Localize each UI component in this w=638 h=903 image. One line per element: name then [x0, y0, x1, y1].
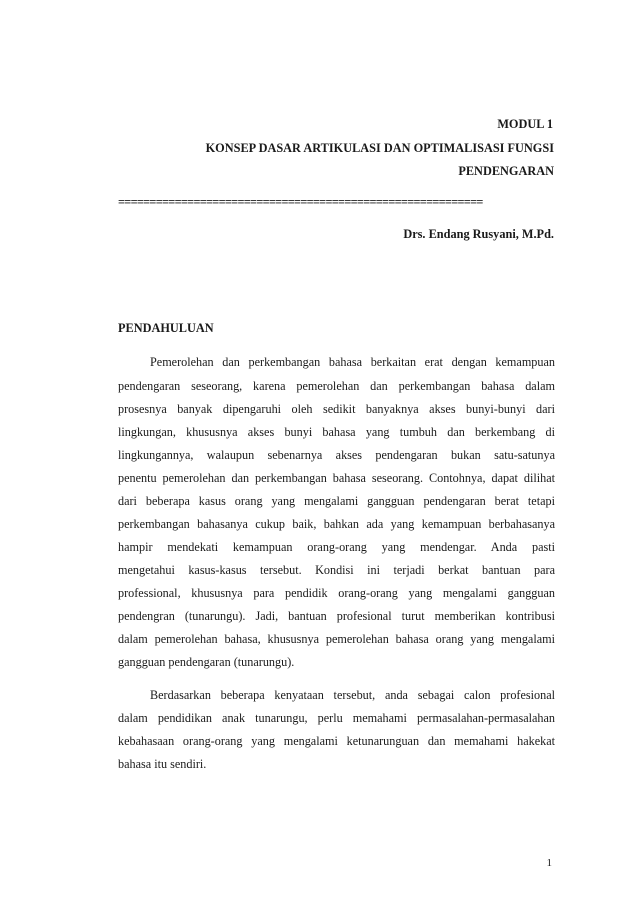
paragraph-line: professional, khususnya para pendidik orang-orang yang mengalami gangguan [118, 586, 555, 600]
paragraph-line: pendengran (tunarungu). Jadi, bantuan profesional turut memberikan kontribusi [118, 609, 555, 623]
module-title-line1: KONSEP DASAR ARTIKULASI DAN OPTIMALISASI FUNGSI [205, 141, 554, 155]
paragraph-line: bahasa itu sendiri. [118, 757, 207, 771]
paragraph-line: hampir mendekati kemampuan orang-orang yang mendengar. Anda pasti [118, 540, 555, 554]
paragraph-line: penentu pemerolehan dan perkembangan bahasa seseorang. Contohnya, dapat dilihat [118, 471, 555, 485]
paragraph-line: perkembangan bahasanya cukup baik, bahkan ada yang kemampuan berbahasanya [118, 517, 555, 531]
paragraph-line: gangguan pendengaran (tunarungu). [118, 655, 295, 669]
author-name: Drs. Endang Rusyani, M.Pd. [403, 227, 554, 241]
module-label: MODUL 1 [497, 117, 553, 131]
paragraph-line: dalam pendidikan anak tunarungu, perlu memahami permasalahan-permasalahan [118, 711, 555, 725]
paragraph-line: mengetahui kasus-kasus tersebut. Kondisi ini terjadi berkat bantuan para [118, 563, 555, 577]
paragraph-line: kebahasaan orang-orang yang mengalami ketunarunguan dan memahami hakekat [118, 734, 555, 748]
paragraph-line: pendengaran seseorang, karena pemerolehan dan perkembangan bahasa dalam [118, 379, 555, 393]
paragraph-line: lingkungannya, walaupun sebenarnya akses pendengaran bukan satu-satunya [118, 448, 555, 462]
page-number: 1 [546, 857, 552, 869]
paragraph-line: dari beberapa kasus orang yang mengalami gangguan pendengaran berat tetapi [118, 494, 555, 508]
paragraph-line: Berdasarkan beberapa kenyataan tersebut, anda sebagai calon profesional [150, 688, 555, 702]
paragraph-line: dalam pemerolehan bahasa, khususnya pemerolehan bahasa orang yang mengalami [118, 632, 555, 646]
paragraph-line: prosesnya banyak dipengaruhi oleh sedikit banyaknya akses bunyi-bunyi dari [118, 402, 555, 416]
section-heading: PENDAHULUAN [118, 321, 214, 335]
module-title-line2: PENDENGARAN [458, 164, 554, 178]
separator-rule: ========================================================== [118, 195, 483, 209]
paragraph-line: Pemerolehan dan perkembangan bahasa berkaitan erat dengan kemampuan [150, 355, 555, 369]
paragraph-line: lingkungan, khususnya akses bunyi bahasa yang tumbuh dan berkembang di [118, 425, 555, 439]
